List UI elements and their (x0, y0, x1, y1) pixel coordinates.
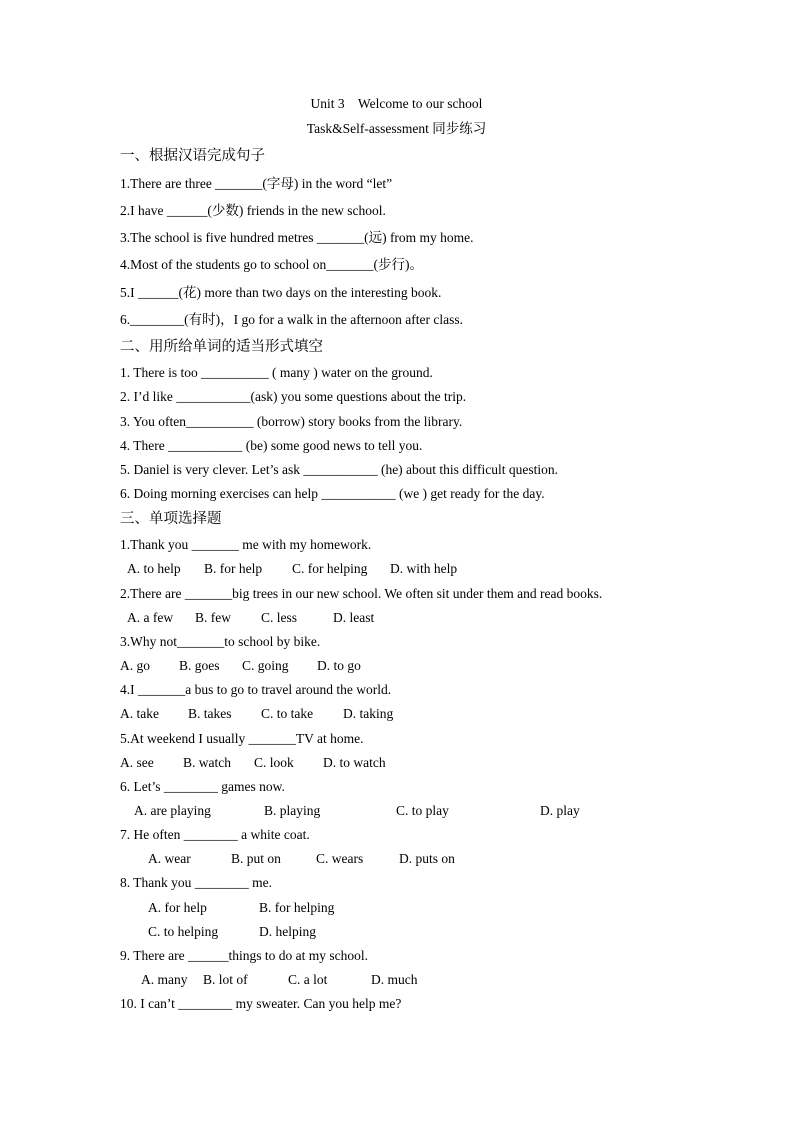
question-2-option-b: B. few (195, 610, 231, 625)
question-6-option-b: B. playing (264, 803, 321, 818)
section1-item-2: 2.I have ______(少数) friends in the new school. (120, 203, 386, 218)
section1-item-3: 3.The school is five hundred metres _______(远) from my home. (120, 230, 474, 245)
question-8-option-d: D. helping (259, 924, 316, 939)
question-9-option-b: B. lot of (203, 972, 248, 987)
section1-item-5: 5.I ______(花) more than two days on the interesting book. (120, 285, 442, 300)
question-6-option-d: D. play (540, 803, 580, 818)
question-10-stem: 10. I can’t ________ my sweater. Can you help me? (120, 996, 402, 1011)
question-5-option-a: A. see (120, 755, 154, 770)
question-3-option-b: B. goes (179, 658, 220, 673)
question-3-option-c: C. going (242, 658, 289, 673)
question-4-stem: 4.I _______a bus to go to travel around the world. (120, 682, 392, 697)
question-2-option-c: C. less (261, 610, 298, 625)
page-title: Unit 3 Welcome to our school (310, 96, 483, 111)
question-9-option-c: C. a lot (288, 972, 328, 987)
question-5-option-d: D. to watch (323, 755, 386, 770)
question-1-stem: 1.Thank you _______ me with my homework. (120, 537, 372, 552)
page-subtitle: Task&Self-assessment 同步练习 (306, 121, 487, 136)
question-8-stem: 8. Thank you ________ me. (120, 875, 272, 890)
question-9-option-a: A. many (141, 972, 188, 987)
question-7-option-b: B. put on (231, 851, 281, 866)
question-3-option-a: A. go (120, 658, 150, 673)
question-8-option-b: B. for helping (259, 900, 335, 915)
section2-heading: 二、用所给单词的适当形式填空 (120, 339, 323, 355)
question-8-option-a: A. for help (148, 900, 207, 915)
section2-item-4: 4. There ___________ (be) some good news to tell you. (120, 438, 423, 453)
question-7-stem: 7. He often ________ a white coat. (120, 827, 310, 842)
section1-item-6: 6.________(有时)，I go for a walk in the afternoon after class. (120, 312, 464, 327)
question-7-option-a: A. wear (148, 851, 191, 866)
question-4-option-a: A. take (120, 706, 159, 721)
question-3-stem: 3.Why not_______to school by bike. (120, 634, 321, 649)
question-5-option-c: C. look (254, 755, 294, 770)
question-1-option-a: A. to help (127, 561, 181, 576)
question-2-option-d: D. least (333, 610, 375, 625)
section1-item-1: 1.There are three _______(字母) in the word “let” (120, 176, 393, 191)
section3-heading: 三、单项选择题 (120, 511, 222, 527)
section2-item-6: 6. Doing morning exercises can help ___________ (we ) get ready for the day. (120, 486, 545, 501)
question-7-option-c: C. wears (316, 851, 364, 866)
question-1-option-c: C. for helping (292, 561, 368, 576)
section2-item-3: 3. You often__________ (borrow) story books from the library. (120, 414, 463, 429)
question-2-option-a: A. a few (127, 610, 174, 625)
section2-item-5: 5. Daniel is very clever. Let’s ask ___________ (he) about this difficult question. (120, 462, 559, 477)
question-4-option-b: B. takes (188, 706, 232, 721)
question-9-option-d: D. much (371, 972, 418, 987)
section1-item-4: 4.Most of the students go to school on_______(步行)。 (120, 257, 423, 272)
question-7-option-d: D. puts on (399, 851, 455, 866)
question-1-option-d: D. with help (390, 561, 458, 576)
question-9-stem: 9. There are ______things to do at my school. (120, 948, 368, 963)
section1-heading: 一、根据汉语完成句子 (120, 148, 265, 164)
question-5-stem: 5.At weekend I usually _______TV at home. (120, 731, 364, 746)
question-2-stem: 2.There are _______big trees in our new school. We often sit under them and read books. (120, 586, 603, 601)
question-4-option-c: C. to take (261, 706, 314, 721)
question-1-option-b: B. for help (204, 561, 263, 576)
question-4-option-d: D. taking (343, 706, 394, 721)
question-6-option-a: A. are playing (134, 803, 211, 818)
section2-item-2: 2. I’d like ___________(ask) you some questions about the trip. (120, 389, 467, 404)
question-5-option-b: B. watch (183, 755, 231, 770)
question-8-option-c: C. to helping (148, 924, 219, 939)
question-3-option-d: D. to go (317, 658, 361, 673)
section2-item-1: 1. There is too __________ ( many ) water on the ground. (120, 365, 433, 380)
question-6-option-c: C. to play (396, 803, 449, 818)
question-6-stem: 6. Let’s ________ games now. (120, 779, 285, 794)
